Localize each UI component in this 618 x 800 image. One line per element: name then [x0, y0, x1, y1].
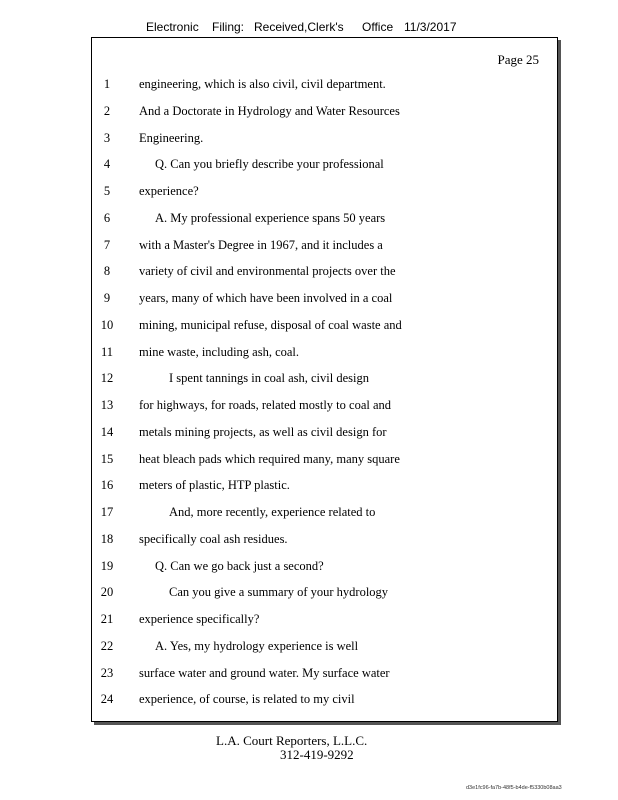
reporter-phone: 312-419-9292: [280, 747, 354, 762]
line-text: heat bleach pads which required many, many square: [139, 451, 400, 466]
line-number: 9: [103, 291, 111, 305]
line-text: meters of plastic, HTP plastic.: [139, 478, 290, 493]
transcript-line: [92, 157, 557, 177]
line-text: Engineering.: [139, 130, 204, 145]
line-number: 5: [103, 184, 111, 198]
filing-word-received: Received,Clerk's: [254, 20, 344, 34]
line-text: Q. Can we go back just a second?: [155, 558, 324, 573]
line-text: engineering, which is also civil, civil department.: [139, 77, 386, 91]
line-number: 3: [103, 130, 111, 145]
transcript-page: [91, 37, 558, 722]
transcript-line: [92, 184, 557, 204]
transcript-line: [92, 238, 557, 258]
line-text: Q. Can you briefly describe your professional: [155, 157, 384, 172]
line-number: 11: [100, 344, 114, 359]
transcript-line: [92, 692, 557, 712]
page-number: Page 25: [497, 52, 539, 67]
line-text: A. Yes, my hydrology experience is well: [155, 638, 359, 653]
line-text: for highways, for roads, related mostly to coal and: [139, 398, 392, 412]
line-number: 23: [100, 665, 114, 680]
filing-word-filing: Filing:: [212, 20, 245, 34]
line-number: 13: [100, 398, 114, 412]
line-text: metals mining projects, as well as civil design for: [139, 424, 387, 439]
line-number: 10: [100, 317, 114, 332]
transcript-line: [92, 559, 557, 579]
line-text: with a Master's Degree in 1967, and it includes a: [139, 237, 383, 252]
transcript-line: [92, 345, 557, 365]
line-text: And a Doctorate in Hydrology and Water Resources: [139, 103, 400, 118]
line-text: experience, of course, is related to my civil: [139, 692, 355, 707]
transcript-line: [92, 77, 557, 97]
line-number: 8: [103, 264, 111, 279]
transcript-line: [92, 131, 557, 151]
line-number: 6: [103, 210, 111, 225]
line-number: 1: [103, 77, 111, 91]
reporter-company: L.A. Court Reporters, L.L.C.: [216, 733, 368, 748]
transcript-line: [92, 425, 557, 445]
line-text: surface water and ground water. My surface water: [139, 665, 390, 680]
line-text: mine waste, including ash, coal.: [139, 344, 300, 359]
line-text: variety of civil and environmental projects over the: [139, 264, 396, 279]
transcript-line: [92, 264, 557, 284]
line-number: 14: [100, 424, 114, 439]
document-id: d3e1fc96-fa7b-48f5-b4de-f5330b08aa3: [466, 785, 562, 791]
line-number: 4: [103, 157, 111, 172]
line-number: 18: [100, 531, 114, 546]
filing-date: 11/3/2017: [404, 20, 457, 34]
transcript-line: [92, 585, 557, 605]
transcript-line: [92, 104, 557, 124]
line-number: 20: [100, 585, 114, 600]
line-number: 15: [100, 451, 114, 466]
line-text: specifically coal ash residues.: [139, 531, 288, 546]
line-text: experience specifically?: [139, 612, 260, 626]
line-number: 16: [100, 478, 114, 493]
line-number: 19: [100, 558, 114, 573]
transcript-line: [92, 639, 557, 659]
transcript-line: [92, 666, 557, 686]
line-text: experience?: [139, 184, 199, 198]
line-number: 12: [100, 371, 114, 386]
line-text: Can you give a summary of your hydrology: [169, 585, 389, 600]
transcript-line: [92, 532, 557, 552]
line-text: mining, municipal refuse, disposal of coal waste and: [139, 317, 402, 332]
transcript-line: [92, 505, 557, 525]
transcript-line: [92, 612, 557, 632]
line-text: years, many of which have been involved in a coal: [139, 291, 393, 305]
transcript-line: [92, 452, 557, 472]
filing-word-office: Office: [362, 20, 394, 34]
transcript-line: [92, 478, 557, 498]
filing-word-electronic: Electronic: [146, 20, 199, 34]
line-number: 22: [100, 638, 114, 653]
line-number: 17: [100, 505, 114, 519]
transcript-line: [92, 211, 557, 231]
line-number: 7: [103, 237, 111, 252]
transcript-line: [92, 291, 557, 311]
line-text: And, more recently, experience related to: [169, 505, 376, 519]
transcript-line: [92, 371, 557, 391]
line-text: A. My professional experience spans 50 years: [155, 210, 386, 225]
line-text: I spent tannings in coal ash, civil design: [169, 371, 369, 386]
line-number: 24: [100, 692, 114, 707]
line-number: 21: [100, 612, 114, 626]
transcript-line: [92, 318, 557, 338]
line-number: 2: [103, 103, 111, 118]
transcript-line: [92, 398, 557, 418]
